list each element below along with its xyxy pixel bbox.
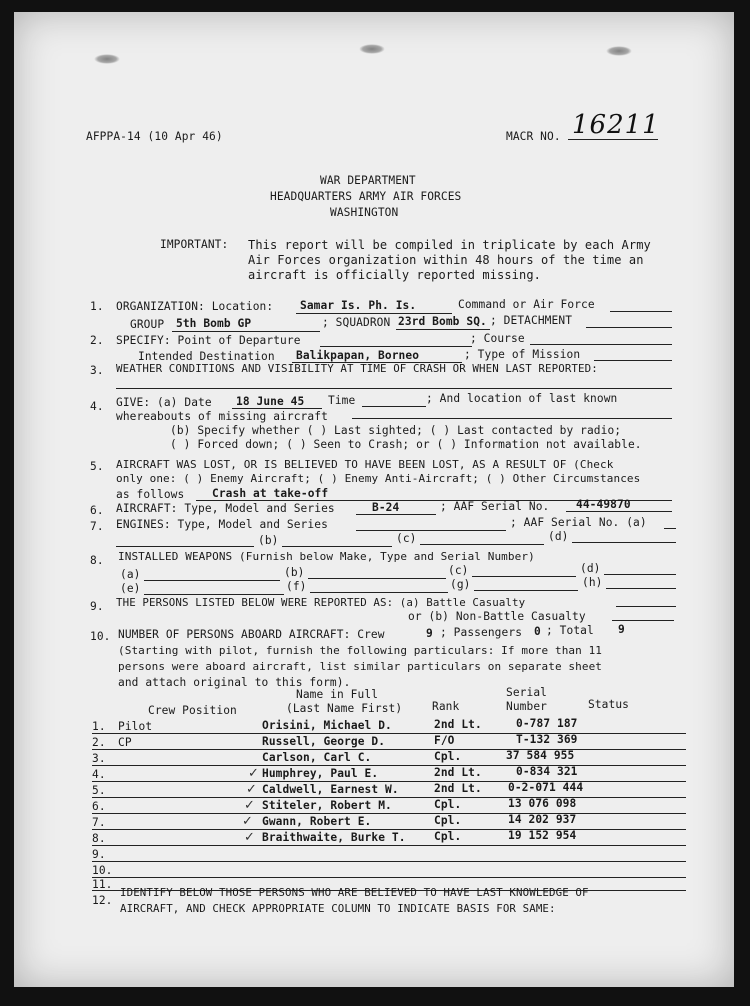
row-serial: 0-2-071 444 — [508, 781, 584, 794]
item1-group: GROUP — [130, 318, 165, 331]
item9-a-line — [616, 606, 676, 607]
item3-num: 3. — [90, 364, 104, 377]
item10-passengers: ; Passengers — [440, 626, 523, 639]
item12-text: IDENTIFY BELOW THOSE PERSONS WHO ARE BELIEVED TO HAVE LAST KNOWLEDGE OF — [120, 886, 589, 899]
item10-line4: and attach original to this form). — [118, 676, 351, 689]
check-mark-icon: ✓ — [244, 830, 255, 845]
item1-group-value: 5th Bomb GP — [176, 317, 252, 330]
punch-hole-right — [606, 46, 632, 56]
title-line2: HEADQUARTERS ARMY AIR FORCES — [270, 190, 462, 203]
item1-command-line — [610, 311, 672, 312]
row-rank: 2nd Lt. — [434, 766, 482, 779]
row-serial: 13 076 098 — [508, 797, 577, 810]
row-rank: Cpl. — [434, 750, 462, 763]
item12-line2: AIRCRAFT, AND CHECK APPROPRIATE COLUMN TO INDICATE BASIS FOR SAME: — [120, 902, 556, 915]
macr-number: 16211 — [572, 110, 660, 140]
row-rule — [92, 765, 686, 766]
row-num: 10. — [92, 864, 113, 877]
important-line1: This report will be compiled in triplicate by each Army — [248, 238, 651, 252]
item6-value: B-24 — [372, 501, 400, 514]
item8-d: (d) — [580, 562, 601, 575]
row-rank: 2nd Lt. — [434, 718, 482, 731]
item6-type-line — [356, 514, 436, 515]
row-position: Pilot — [118, 720, 153, 733]
item5-text: AIRCRAFT WAS LOST, OR IS BELIEVED TO HAVE BEEN LOST, AS A RESULT OF (Check — [116, 458, 614, 471]
important-label: IMPORTANT: — [160, 238, 229, 251]
item7-c: (c) — [396, 532, 417, 545]
item4-line2: whereabouts of missing aircraft — [116, 410, 328, 423]
item8-h-line — [606, 588, 676, 589]
item4-date-line — [232, 408, 322, 409]
row-serial: 14 202 937 — [508, 813, 577, 826]
row-serial: 0-787 187 — [516, 717, 578, 730]
item8-num: 8. — [90, 554, 104, 567]
item1-location-line — [296, 313, 452, 314]
item6-num: 6. — [90, 504, 104, 517]
header-status: Status — [588, 698, 630, 711]
header-serial-bottom: Number — [506, 700, 548, 713]
item8-f: (f) — [286, 580, 307, 593]
item2-course-line — [530, 344, 672, 345]
row-name: Braithwaite, Burke T. — [262, 831, 406, 844]
item2-course: ; Course — [470, 332, 525, 345]
header-name-top: Name in Full — [296, 688, 379, 701]
row-rule — [92, 781, 686, 782]
item8-a: (a) — [120, 568, 141, 581]
item5-line3: as follows — [116, 488, 185, 501]
item4-num: 4. — [90, 400, 104, 413]
row-serial: T-132 369 — [516, 733, 578, 746]
row-rank: Cpl. — [434, 814, 462, 827]
item7-serial: ; AAF Serial No. (a) — [510, 516, 647, 529]
row-serial: 37 584 955 — [506, 749, 575, 762]
item7-d: (d) — [548, 530, 569, 543]
item5-line2: only one: ( ) Enemy Aircraft; ( ) Enemy Anti-Aircraft; ( ) Other Circumstances — [116, 472, 641, 485]
item2-departure-line — [320, 346, 472, 347]
item1-num: 1. — [90, 300, 104, 313]
item4-location: ; And location of last known — [426, 392, 618, 405]
item2-num: 2. — [90, 334, 104, 347]
item4-date: 18 June 45 — [236, 395, 305, 408]
item6-text: AIRCRAFT: Type, Model and Series — [116, 502, 335, 515]
item10-total: ; Total — [546, 624, 594, 637]
row-rank: 2nd Lt. — [434, 782, 482, 795]
item3-line — [116, 388, 672, 389]
item5-value: Crash at take-off — [212, 487, 329, 500]
check-mark-icon: ✓ — [242, 814, 253, 829]
item9-text: THE PERSONS LISTED BELOW WERE REPORTED AS: (a) Battle Casualty — [116, 596, 526, 609]
macr-number-line — [568, 139, 658, 140]
form-id: AFPPA-14 (10 Apr 46) — [86, 130, 223, 143]
row-num: 8. — [92, 832, 106, 845]
item8-d-line — [604, 574, 676, 575]
item5-num: 5. — [90, 460, 104, 473]
item10-text: NUMBER OF PERSONS ABOARD AIRCRAFT: Crew — [118, 628, 385, 641]
row-name: Humphrey, Paul E. — [262, 767, 379, 780]
item7-num: 7. — [90, 520, 104, 533]
item8-text: INSTALLED WEAPONS (Furnish below Make, Type and Serial Number) — [118, 550, 535, 563]
row-rule — [92, 861, 686, 862]
check-mark-icon: ✓ — [246, 782, 257, 797]
item8-g-line — [474, 590, 578, 591]
item1-detachment-line — [586, 327, 672, 328]
row-rule — [92, 797, 686, 798]
item9-b-line — [612, 620, 674, 621]
item1-detachment: ; DETACHMENT — [490, 314, 573, 327]
row-rank: F/O — [434, 734, 455, 747]
row-num: 2. — [92, 736, 106, 749]
item7-b-line — [282, 546, 392, 547]
item8-c: (c) — [448, 564, 469, 577]
important-line2: Air Forces organization within 48 hours of the time an — [248, 253, 644, 267]
item2-text: SPECIFY: Point of Departure — [116, 334, 301, 347]
row-rule — [92, 733, 686, 734]
row-rule — [92, 845, 686, 846]
row-num: 4. — [92, 768, 106, 781]
item8-g: (g) — [450, 578, 471, 591]
important-line3: aircraft is officially reported missing. — [248, 268, 541, 282]
item2-mission-line — [594, 360, 672, 361]
item4-line4: ( ) Forced down; ( ) Seen to Crash; or ( ) Information not available. — [170, 438, 642, 451]
header-name-bottom: (Last Name First) — [286, 702, 403, 715]
row-serial: 0-834 321 — [516, 765, 578, 778]
item7-c-line — [420, 544, 544, 545]
item1-squadron-line — [396, 329, 490, 330]
item6-serial-value: 44-49870 — [576, 498, 631, 511]
item7-pre-b-line — [116, 546, 254, 547]
item1-squadron-value: 23rd Bomb SQ. — [398, 315, 487, 328]
row-num: 3. — [92, 752, 106, 765]
item8-c-line — [472, 576, 576, 577]
item1-command: Command or Air Force — [458, 298, 595, 311]
check-mark-icon: ✓ — [248, 766, 259, 781]
item8-h: (h) — [582, 576, 603, 589]
item10-num: 10. — [90, 630, 111, 643]
item8-a-line — [144, 580, 280, 581]
header-position: Crew Position — [148, 704, 237, 717]
item9-line2: or (b) Non-Battle Casualty — [408, 610, 586, 623]
punch-hole-center — [359, 44, 385, 54]
item6-serial: ; AAF Serial No. — [440, 500, 550, 513]
row-name: Caldwell, Earnest W. — [262, 783, 399, 796]
row-rank: Cpl. — [434, 830, 462, 843]
item4-whereabouts-line — [352, 418, 672, 419]
row-rule — [92, 749, 686, 750]
item4-time: Time — [328, 394, 356, 407]
item4-time-line — [362, 406, 426, 407]
header-rank: Rank — [432, 700, 460, 713]
row-rank: Cpl. — [434, 798, 462, 811]
row-name: Russell, George D. — [262, 735, 386, 748]
item8-b-line — [308, 578, 446, 579]
item1-text: ORGANIZATION: Location: — [116, 300, 274, 313]
item3-text: WEATHER CONDITIONS AND VISIBILITY AT TIME OF CRASH OR WHEN LAST REPORTED: — [116, 362, 598, 375]
row-rule — [92, 829, 686, 830]
item9-num: 9. — [90, 600, 104, 613]
row-position: CP — [118, 736, 132, 749]
item12-num: 12. — [92, 894, 113, 907]
item2-mission: ; Type of Mission — [464, 348, 581, 361]
item8-e-line — [144, 594, 284, 595]
item8-e: (e) — [120, 582, 141, 595]
row-num: 7. — [92, 816, 106, 829]
row-num: 9. — [92, 848, 106, 861]
item7-type-line — [356, 530, 506, 531]
item7-d-line — [572, 542, 676, 543]
item2-destination-value: Balikpapan, Borneo — [296, 349, 420, 362]
item10-passengers-value: 0 — [534, 625, 541, 638]
row-serial: 19 152 954 — [508, 829, 577, 842]
item10-total-value: 9 — [618, 623, 625, 636]
item7-b: (b) — [258, 534, 279, 547]
item10-line2: (Starting with pilot, furnish the following particulars: If more than 11 — [118, 644, 603, 657]
macr-label: MACR NO. — [506, 130, 561, 143]
item1-location: Samar Is. Ph. Is. — [300, 299, 417, 312]
row-rule — [92, 813, 686, 814]
item4-line3: (b) Specify whether ( ) Last sighted; ( ) Last contacted by radio; — [170, 424, 622, 437]
row-num: 6. — [92, 800, 106, 813]
item1-squadron: ; SQUADRON — [322, 316, 391, 329]
row-rule — [92, 877, 686, 878]
row-name: Carlson, Carl C. — [262, 751, 372, 764]
row-name: Orisini, Michael D. — [262, 719, 392, 732]
row-num: 1. — [92, 720, 106, 733]
title-line3: WASHINGTON — [330, 206, 399, 219]
header-serial-top: Serial — [506, 686, 548, 699]
row-num: 11. — [92, 878, 113, 891]
row-name: Gwann, Robert E. — [262, 815, 372, 828]
row-num: 5. — [92, 784, 106, 797]
punch-hole-left — [94, 54, 120, 64]
title-line1: WAR DEPARTMENT — [320, 174, 416, 187]
item8-f-line — [310, 592, 448, 593]
item7-text: ENGINES: Type, Model and Series — [116, 518, 328, 531]
item2-destination: Intended Destination — [138, 350, 275, 363]
item8-b: (b) — [284, 566, 305, 579]
check-mark-icon: ✓ — [244, 798, 255, 813]
item10-crew: 9 — [426, 627, 433, 640]
item6-serial-line — [566, 511, 672, 512]
item4-text: GIVE: (a) Date — [116, 396, 212, 409]
item1-group-line — [172, 331, 320, 332]
item10-line3: persons were aboard aircraft, list similar particulars on separate sheet — [118, 660, 603, 673]
item7-a-line — [664, 528, 676, 529]
row-name: Stiteler, Robert M. — [262, 799, 392, 812]
